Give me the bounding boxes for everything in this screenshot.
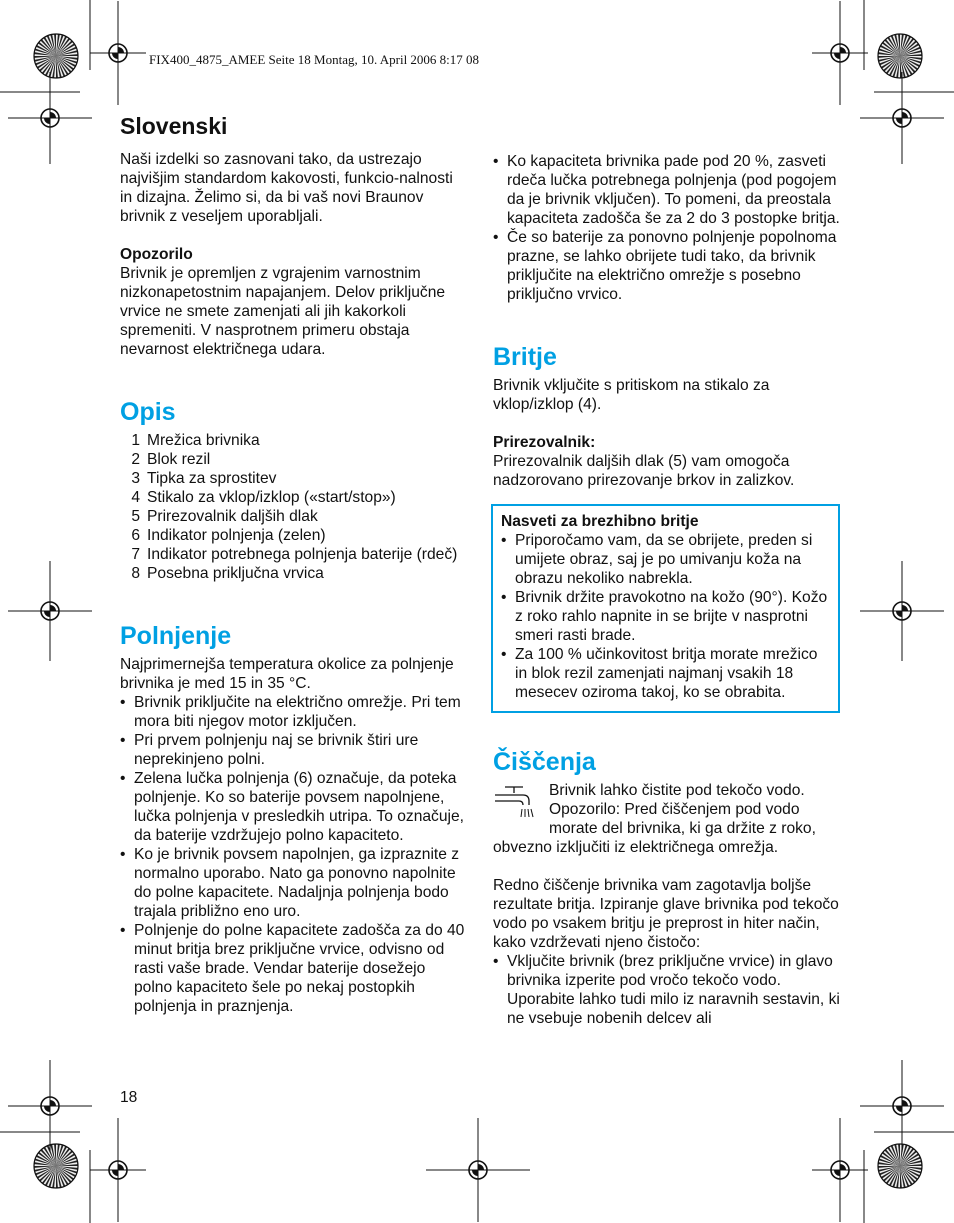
- crosshair-fill: [834, 1170, 840, 1176]
- crosshair-fill: [118, 1164, 124, 1170]
- list-item: 6 Indikator polnjenja (zelen): [131, 527, 326, 544]
- list-item: • Ko je brivnik povsem napolnjen, ga izpraznite z normalno uporabo. Nato ga ponovno napolnite do polne kapacitete. Nadaljnja polnjenja bodo trajala približno eno uro.: [120, 846, 460, 920]
- list-item: • Polnjenje do polne kapacitete zadošča za do 40 minut britja brez priključne vrvice, odvisno od rasti vaše brade. Vendar baterije dosežejo polno kapaciteto šele po nekaj postopkih polnjenja in praznjenja.: [120, 922, 465, 1015]
- trimmer-title: Prirezovalnik:: [493, 434, 596, 451]
- crosshair-fill: [118, 47, 124, 53]
- warning-text: Brivnik je opremljen z vgrajenim varnostnim nizkonapetostnim napajanjem. Delov priključne vrvice ne smete zamenjati ali jih kakorkoli spremeniti. V nasprotnem primeru obstaja nevarnost električnega udara.: [120, 265, 446, 358]
- list-item: 4 Stikalo za vklop/izklop («start/stop»): [131, 489, 396, 506]
- section-title-ciscenja: Čiščenja: [493, 748, 596, 776]
- list-item: 2 Blok rezil: [131, 451, 211, 468]
- crosshair-fill: [478, 1164, 484, 1170]
- crosshair-fill: [44, 1106, 50, 1112]
- crosshair-fill: [840, 47, 846, 53]
- cleaning-intro-text: Brivnik lahko čistite pod tekočo vodo. Opozorilo: Pred čiščenjem pod vodo morate del brivnika, ki ga držite z roko,: [549, 782, 816, 837]
- list-item: • Pri prvem polnjenju naj se brivnik štiri ure neprekinjeno polni.: [120, 732, 419, 768]
- cleaning-paragraph: Redno čiščenje brivnika vam zagotavlja boljše rezultate britja. Izpiranje glave brivnika pod tekočo vodo po vsakem britju je preprost in hiter način, kako vzdrževati njeno čistočo:: [493, 877, 839, 951]
- charging-bullets-continued: [493, 152, 840, 304]
- list-item: • Če so baterije za ponovno polnjenje popolnoma prazne, se lahko obrijete tudi tako, da brivnik priključite na električno omrežje s posebno priključno vrvico.: [493, 229, 837, 303]
- crosshair-fill: [50, 1100, 56, 1106]
- left-column: [120, 112, 465, 1016]
- crosshair-fill: [472, 1170, 478, 1176]
- crosshair-fill: [896, 1106, 902, 1112]
- crosshair-fill: [902, 112, 908, 118]
- tips-title: Nasveti za brezhibno britje: [501, 513, 699, 530]
- crosshair-fill: [44, 611, 50, 617]
- crosshair-fill: [50, 605, 56, 611]
- cleaning-bullets: [493, 952, 840, 1028]
- right-column: [493, 152, 840, 1028]
- section-title-britje: Britje: [493, 343, 557, 371]
- list-item: • Brivnik držite pravokotno na kožo (90°). Kožo z roko rahlo napnite in se brijte v nasprotni smeri rasti brade.: [501, 589, 828, 644]
- crosshair-fill: [840, 1164, 846, 1170]
- list-item: 3 Tipka za sprostitev: [131, 470, 277, 487]
- warning-title: Opozorilo: [120, 246, 193, 263]
- intro-text: Naši izdelki so zasnovani tako, da ustrezajo najvišjim standardom kakovosti, funkcio-nalnosti in dizajna. Želimo si, da bi vaš novi Braunov brivnik z veseljem uporabljali.: [120, 151, 453, 225]
- list-item: • Ko kapaciteta brivnika pade pod 20 %, zasveti rdeča lučka potrebnega polnjenja (pod pogojem da je brivnik vključen). To pomeni, da preostala kapaciteta zadošča še za 2 do 3 postopke britja.: [493, 153, 840, 227]
- trimmer-text: Prirezovalnik daljših dlak (5) vam omogoča nadzorovano prirezovanje brkov in zalizkov.: [493, 453, 795, 489]
- crosshair-fill: [112, 53, 118, 59]
- list-item: • Brivnik priključite na električno omrežje. Pri tem mora biti njegov motor izključen.: [120, 694, 461, 730]
- list-item: • Priporočamo vam, da se obrijete, preden si umijete obraz, saj je po umivanju koža na obrazu nekoliko nabrekla.: [501, 532, 813, 587]
- charging-intro: Najprimernejša temperatura okolice za polnjenje brivnika je med 15 in 35 °C.: [120, 656, 454, 692]
- print-header: FIX400_4875_AMEE Seite 18 Montag, 10. April 2006 8:17 08: [149, 52, 480, 67]
- list-item: 5 Prirezovalnik daljših dlak: [131, 508, 318, 525]
- section-title-polnjenje: Polnjenje: [120, 622, 232, 650]
- crosshair-fill: [902, 605, 908, 611]
- language-title: Slovenski: [120, 113, 228, 139]
- crosshair-fill: [896, 118, 902, 124]
- charging-bullets: [120, 693, 465, 1016]
- tips-list: [501, 531, 830, 702]
- cleaning-intro-row: [493, 781, 840, 838]
- crosshair-fill: [112, 1170, 118, 1176]
- tips-box: [491, 504, 840, 713]
- cleaning-intro-text-end: obvezno izključiti iz električnega omrežja.: [493, 839, 779, 856]
- crosshair-fill: [834, 53, 840, 59]
- parts-list: [120, 431, 465, 583]
- section-title-opis: Opis: [120, 398, 176, 426]
- crosshair-fill: [902, 1100, 908, 1106]
- list-item: 8 Posebna priključna vrvica: [131, 565, 324, 582]
- shaving-text: Brivnik vključite s pritiskom na stikalo za vklop/izklop (4).: [493, 377, 770, 413]
- list-item: • Vključite brivnik (brez priključne vrvice) in glavo brivnika izperite pod vročo tekočo vodo. Uporabite lahko tudi milo iz naravnih sestavin, ki ne vsebuje nobenih delcev ali: [493, 953, 840, 1027]
- crosshair-fill: [896, 611, 902, 617]
- list-item: 1 Mrežica brivnika: [131, 432, 260, 449]
- list-item: • Zelena lučka polnjenja (6) označuje, da poteka polnjenje. Ko so baterije povsem napolnjene, lučka polnjenja v presledkih utripa. To označuje, da baterije vzdržujejo polno kapaciteto.: [120, 770, 464, 844]
- list-item: 7 Indikator potrebnega polnjenja baterije (rdeč): [131, 546, 458, 563]
- crosshair-fill: [44, 118, 50, 124]
- crosshair-fill: [50, 112, 56, 118]
- page-number: 18: [120, 1089, 138, 1106]
- list-item: • Za 100 % učinkovitost britja morate mrežico in blok rezil zamenjati najmanj vsakih 18 mesecev oziroma takoj, ko se obrabita.: [501, 646, 818, 701]
- faucet-icon: [493, 781, 549, 838]
